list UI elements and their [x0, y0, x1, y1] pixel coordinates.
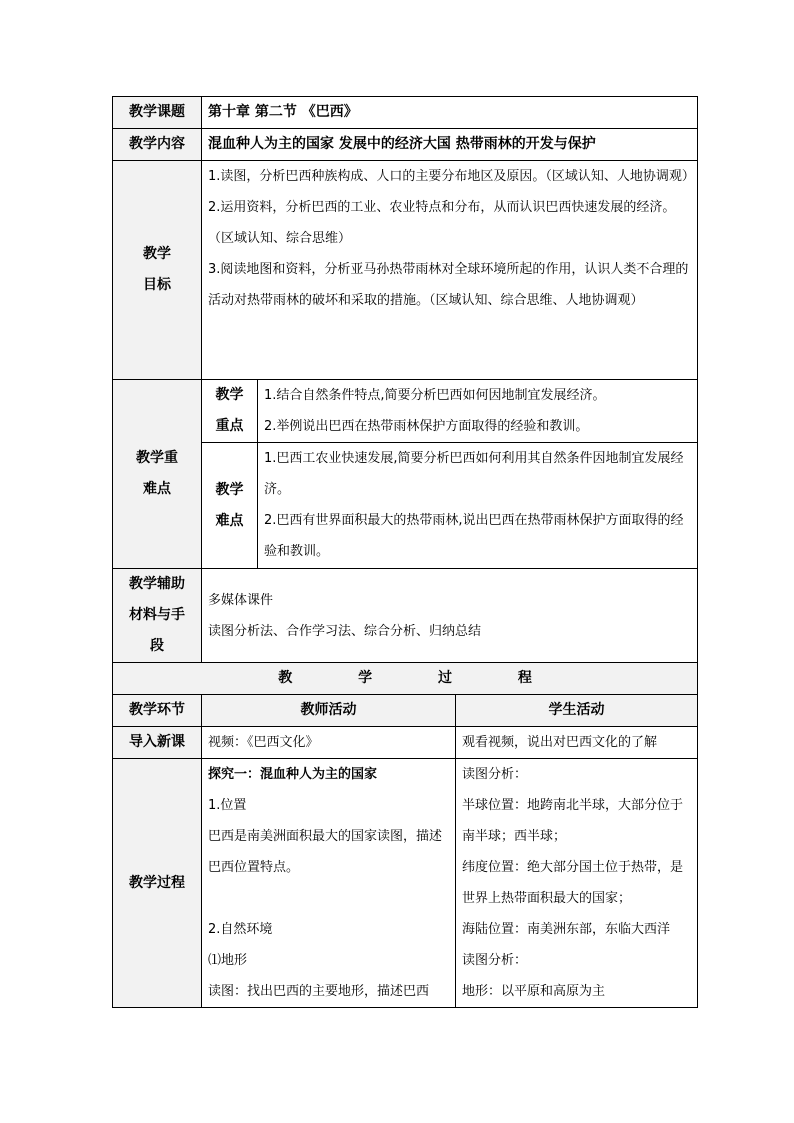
focus-label-line1: 教学 [215, 387, 244, 403]
focus-item: 2.举例说出巴西在热带雨林保护方面取得的经验和教训。 [264, 419, 589, 434]
keypoints-label [113, 380, 202, 569]
focus-label [202, 380, 258, 443]
col-student-header: 学生活动 [456, 695, 698, 727]
student-line: 半球位置：地跨南北半球，大部分位于南半球；西半球； [462, 798, 684, 844]
intro-student: 观看视频，说出对巴西文化的了解 [456, 727, 698, 759]
main-teacher [202, 759, 456, 1008]
materials-item: 多媒体课件 [208, 592, 274, 608]
materials-label-line3: 段 [150, 638, 164, 654]
teacher-line: 探究一：混血种人为主的国家 [208, 767, 378, 782]
goal-item: 1.读图，分析巴西种族构成、人口的主要分布地区及原因。（区域认知、人地协调观） [208, 169, 695, 184]
teacher-line: 读图：找出巴西的主要地形，描述巴西 [208, 984, 430, 999]
student-line: 纬度位置：绝大部分国土位于热带，是世界上热带面积最大的国家； [462, 860, 684, 906]
student-line: 海陆位置：南美洲东部，东临大西洋 [462, 922, 671, 937]
student-line: 地形：以平原和高原为主 [462, 984, 606, 999]
difficulty-label [202, 443, 258, 569]
materials-label [113, 569, 202, 663]
process-title-char: 学 [358, 670, 373, 686]
col-teacher-header: 教师活动 [202, 695, 456, 727]
difficulty-item: 2.巴西有世界面积最大的热带雨林,说出巴西在热带雨林保护方面取得的经验和教训。 [264, 513, 684, 559]
difficulty-label-line2: 难点 [215, 512, 244, 529]
topic-value: 第十章 第二节 《巴西》 [202, 97, 698, 129]
materials-label-line2: 材料与手 [129, 607, 185, 623]
lesson-plan-page [112, 96, 697, 1008]
difficulty-content [258, 443, 698, 569]
process-title [113, 663, 698, 695]
goals-label-line2: 目标 [143, 277, 171, 293]
goals-content [202, 161, 698, 380]
teacher-line: 2.自然环境 [208, 922, 273, 937]
goal-item: 3.阅读地图和资料，分析亚马孙热带雨林对全球环境所起的作用，认识人类不合理的活动对热带雨林的破坏和采取的措施。（区域认知、综合思维、人地协调观） [208, 262, 689, 308]
content-label: 教学内容 [113, 129, 202, 161]
content-value: 混血种人为主的国家 发展中的经济大国 热带雨林的开发与保护 [202, 129, 698, 161]
focus-item: 1.结合自然条件特点,简要分析巴西如何因地制宜发展经济。 [264, 388, 606, 403]
focus-label-line2: 重点 [215, 418, 244, 434]
teacher-line [208, 883, 449, 914]
materials-content [202, 569, 698, 663]
materials-item: 读图分析法、合作学习法、综合分析、归纳总结 [208, 623, 482, 639]
process-title-char: 过 [437, 670, 452, 686]
teacher-line: 巴西是南美洲面积最大的国家读图，描述巴西位置特点。 [208, 829, 443, 875]
difficulty-item: 1.巴西工农业快速发展,简要分析巴西如何利用其自然条件因地制宜发展经济。 [264, 451, 684, 497]
main-stage: 教学过程 [113, 759, 202, 1008]
intro-stage: 导入新课 [113, 727, 202, 759]
intro-teacher: 视频：《巴西文化》 [202, 727, 456, 759]
keypoints-label-line1: 教学重 [136, 450, 178, 466]
col-stage-header: 教学环节 [113, 695, 202, 727]
topic-label: 教学课题 [113, 97, 202, 129]
goals-label [113, 161, 202, 380]
main-student [456, 759, 698, 1008]
goals-label-line1: 教学 [143, 246, 171, 262]
keypoints-label-line2: 难点 [143, 481, 171, 497]
materials-label-line1: 教学辅助 [129, 576, 185, 592]
process-title-char: 教 [278, 670, 293, 686]
teacher-line: 1.位置 [208, 798, 247, 813]
student-line: 读图分析： [462, 953, 528, 968]
goal-item: 2.运用资料，分析巴西的工业、农业特点和分布，从而认识巴西快速发展的经济。（区域认知、综合思维） [208, 200, 676, 246]
focus-content [258, 380, 698, 443]
lesson-plan-table [112, 96, 698, 1008]
teacher-line: ⑴地形 [208, 953, 248, 968]
process-title-char: 程 [517, 670, 532, 686]
difficulty-label-line1: 教学 [215, 481, 244, 498]
student-line: 读图分析： [462, 767, 528, 782]
